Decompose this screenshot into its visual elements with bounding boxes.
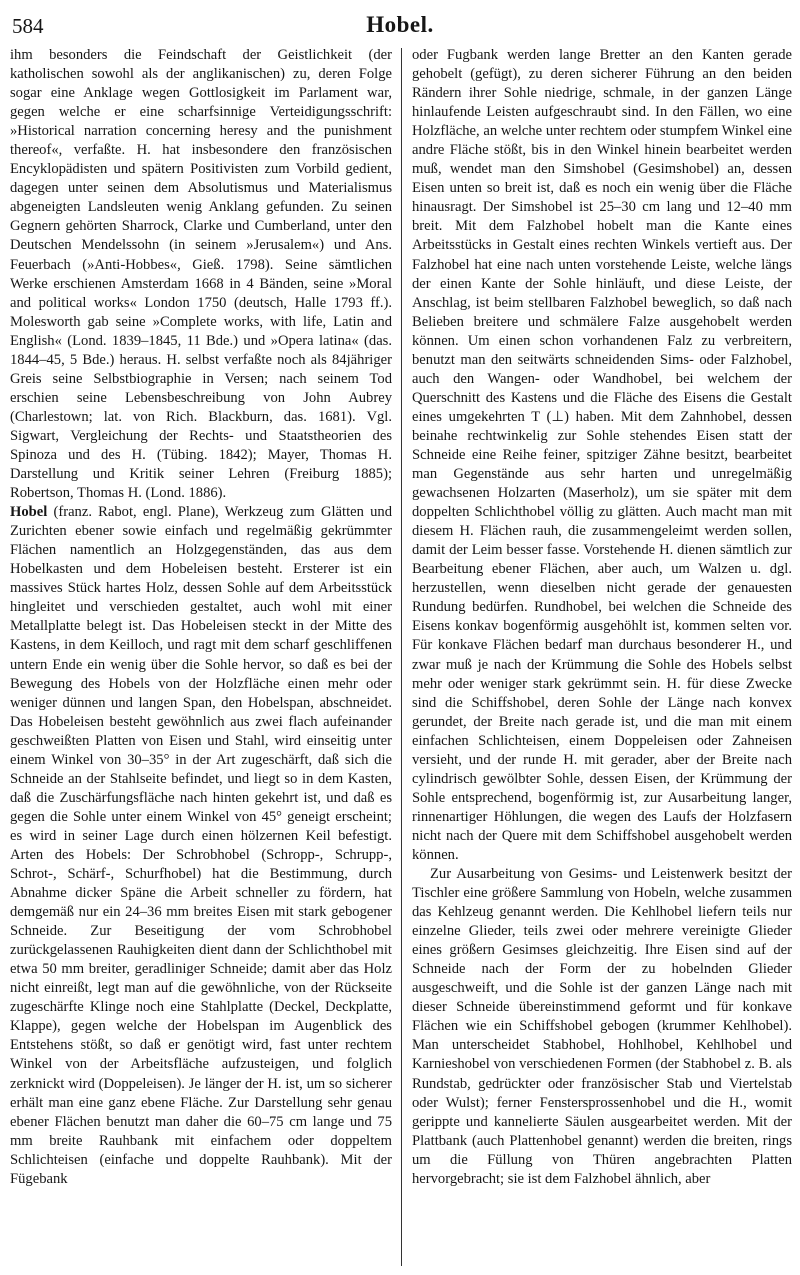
running-head: Hobel. <box>366 12 434 37</box>
hobel-entry-text: (franz. Rabot, engl. Plane), Werkzeug zum Glätten und Zurichten ebener sowie einfach und regelmäßig gekrümmter Flächen namentlich an Holzgegenständen, das aus dem Hobelkasten und dem Hobeleisen besteht. Ersterer ist ein massives Stück hartes Holz, dessen Sohle auf dem Arbeitsstück hingleitet und verschieden gestaltet, auch wohl mit einer Metallplatte belegt ist. Das Hobeleisen steckt in der Mitte des Kastens, in dem Keilloch, und ragt mit dem scharf geschliffenen untern Ende ein wenig über die Sohle hervor, so daß es bei der Bewegung des Hobels von der Holzfläche einen mehr oder weniger dünnen und langen Span, den Hobelspan, abschneidet. Das Hobeleisen besteht gewöhnlich aus zwei flach aufeinander geschweißten Platten von Eisen und Stahl, wird einseitig unter einem Winkel von 30–35° in der Art zugeschärft, daß sich die Schneide an der Stahlseite befindet, und liegt so in dem Kasten, daß die Zuschärfungsfläche nach hinten gekehrt ist, und daß es gegen die Sohle unter einem Winkel von 45° geneigt erscheint; es wird in seiner Lage durch einen hölzernen Keil befestigt. Arten des Hobels: Der Schrobhobel (Schropp-, Schrupp-, Schrot-, Schärf-, Schurfhobel) hat die Bestimmung, durch Abnahme dicker Späne die Arbeit schneller zu fördern, hat demgemäß nur ein 24–36 mm breites Eisen mit stark gebogener Schneide. Zur Beseitigung der vom Schrobhobel zurückgelassenen Rauhigkeiten dient dann der Schlichthobel mit etwa 50 mm breiter, geradliniger Schneide; damit aber das Holz nicht einreißt, legt man auf die gewöhnliche, von der Rückseite zugeschärfte Klinge noch eine Stahlplatte (Deckel, Deckplatte, Klappe), gegen welche der Hobelspan im Augenblick des Entstehens stößt, so daß er genötigt wird, fast unter rechtem Winkel von der Arbeitsfläche aufzusteigen, und folglich zerknickt wird (Doppeleisen). Je länger der H. ist, um so sicherer erhält man eine ganz ebene Fläche. Zur Darstellung sehr genau ebener Flächen benutzt man daher die 60–75 cm lange und 75 mm breite Rauhbank mit einfachem oder doppeltem Schlichteisen (einfache und doppelte Rauhbank). Mit der Fügebank <box>10 504 392 1187</box>
hobel-entry-continuation: oder Fugbank werden lange Bretter an den Kanten gerade gehobelt (gefügt), zu deren sicherer Führung an den beiden Rändern ihrer Sohle niedrige, schmale, in der ganzen Länge hinlaufende Leisten aufgeschraubt sind. In den Fällen, wo eine Holzfläche, an welche unter rechtem oder stumpfem Winkel eine andre Fläche stößt, bis in den Winkel hinein bearbeitet werden muß, wendet man den Simshobel (Gesimshobel) an, dessen Eisen unten so breit ist, daß es noch ein wenig über die Fläche hinausragt. Der Simshobel ist 25–30 cm lang und 12–40 mm breit. Mit dem Falzhobel hobelt man die Kante eines Arbeitsstücks in Gestalt eines rechten Winkels vertieft aus. Der Falzhobel hat eine nach unten vorstehende Leiste, welche längs der einen Kante der Sohle hinläuft, und diese Leiste, der Anschlag, ist beim stellbaren Falzhobel beweglich, so daß nach Belieben breitere und schmälere Falze ausgehobelt werden können. Um einen schon vorhandenen Falz zu verbreitern, benutzt man den seitwärts schneidenden Sims- oder Falzhobel, auch den Wangen- oder Wandhobel, bei welchem der Querschnitt des Kastens und die Fläche des Eisens die Gestalt eines umgekehrten T (⊥) haben. Mit dem Zahnhobel, dessen beinahe rechtwinkelig zur Sohle stehendes Eisen statt der Schneide eine Reihe feiner, spitziger Zähne besitzt, bearbeitet man Gegenstände aus sehr harten und unregelmäßig gewachsenen Holzarten (Maserholz), um sie später mit dem doppelten Schlichthobel völlig zu glätten. Auch macht man mit diesem H. Flächen rauh, die zusammengeleimt werden sollen, damit der Leim besser fasse. Vorstehende H. dienen sämtlich zur Bearbeitung ebener Flächen, aber auch, um Walzen u. dgl. herzustellen, wenn dieselben nicht gerade der genauesten Rundung bedürfen. Rundhobel, bei welchen die Schneide des Eisens konkav bogenförmig ausgehöhlt ist, kommen selten vor. Für konkave Flächen bedarf man durchaus besonderer H., und zwar muß je nach der Krümmung die Sohle des Hobels selbst mehr oder weniger stark gekrümmt sein. H. für diese Zwecke sind die Schiffshobel, deren Sohle der Länge nach konvex gerundet, der Breite nach gerade ist, und die man mit einem einfachen Schlichteisen, einem Doppeleisen oder Zahneisen versieht, und der runde H. mit gerader, aber der Breite nach cylindrisch gewölbter Sohle, dessen Eisen, der Krümmung der Sohle entsprechend, bogenförmig ist, zur Ausarbeitung langer, rinnenartiger Höhlungen, die wegen des Laufs der Holzfasern nicht nach der Quere mit dem Schiffshobel ausgehobelt werden können. <box>412 47 792 863</box>
page-number: 584 <box>12 14 44 38</box>
hobbes-entry-continuation: ihm besonders die Feindschaft der Geistlichkeit (der katholischen sowohl als der anglikanischen) zu, deren Folge sogar eine Anklage wegen Gottlosigkeit im Parlament war, gegen welche er eine scharfsinnige Verteidigungsschrift: »Historical narration concerning heresy and the punishment thereof«, verfaßte. H. hat insbesondere den französischen Encyklopädisten und spätern Positivisten zum Vorbild gedient, dagegen unter seinen dem Absolutismus und Materialismus abgeneigten Landsleuten wenig Anklang gefunden. Zu seinen Gegnern gehörten Sharrock, Clarke und Cumberland, unter den Deutschen Mendelssohn (in seinem »Jerusalem«) und Ans. Feuerbach (»Anti-Hobbes«, Gieß. 1798). Seine sämtlichen Werke erschienen Amsterdam 1668 in 4 Bänden, seine »Moral and political works« London 1750 (deutsch, Halle 1793 ff.). Molesworth gab seine »Complete works, with life, Latin and English« (Lond. 1839–1845, 11 Bde.) und »Opera latina« (das. 1844–45, 5 Bde.) heraus. H. selbst verfaßte noch als 84jähriger Greis seine Selbstbiographie in Versen; nach seinem Tod erschien seine Lebensbeschreibung von John Aubrey (Charlestown; lat. von Rich. Blackburn, das. 1681). Vgl. Sigwart, Vergleichung der Rechts- und Staatstheorien des Spinoza und des H. (Tübing. 1842); Mayer, Thomas H. Darstellung und Kritik seiner Lehren (Freiburg 1885); Robertson, Thomas H. (Lond. 1886). <box>10 47 392 502</box>
column-divider <box>401 48 402 1266</box>
hobel-entry-paragraph-kehlzeug: Zur Ausarbeitung von Gesims- und Leistenwerk besitzt der Tischler eine größere Sammlung von Hobeln, welche zusammen das Kehlzeug genannt werden. Die Kehlhobel liefern teils nur einzelne Glieder, teils zwei oder mehrere vereinigte Glieder eines größern Gesimses gleichzeitig. Ihre Eisen sind auf der Schneide nach der Form der zu hobelnden Glieder ausgeschweift, und die Sohle ist der ganzen Länge nach mit dieser Schneide übereinstimmend geformt und für konkave Flächen wie ein Schiffshobel gebogen (krummer Kehlhobel). Man unterscheidet Stabhobel, Hohlhobel, Kehlhobel und Karnieshobel von verschiedenen Formen (der Stabhobel z. B. als Rundstab, gedrückter oder französischer Stab und Viertelstab oder Wulst); ferner Fenstersprossenhobel und die H., womit gerippte und kannelierte Säulen ausgearbeitet werden. Mit der Plattbank (auch Plattenhobel genannt) werden die breiten, rings um die Füllung von Thüren angebrachten Platten hervorgebracht; sie ist dem Falzhobel ähnlich, aber <box>412 866 792 1187</box>
hobel-entry <box>10 503 392 1189</box>
entry-headword: Hobel <box>10 504 48 521</box>
right-column <box>412 46 792 1266</box>
left-column <box>10 46 392 1266</box>
page-header <box>10 8 790 42</box>
